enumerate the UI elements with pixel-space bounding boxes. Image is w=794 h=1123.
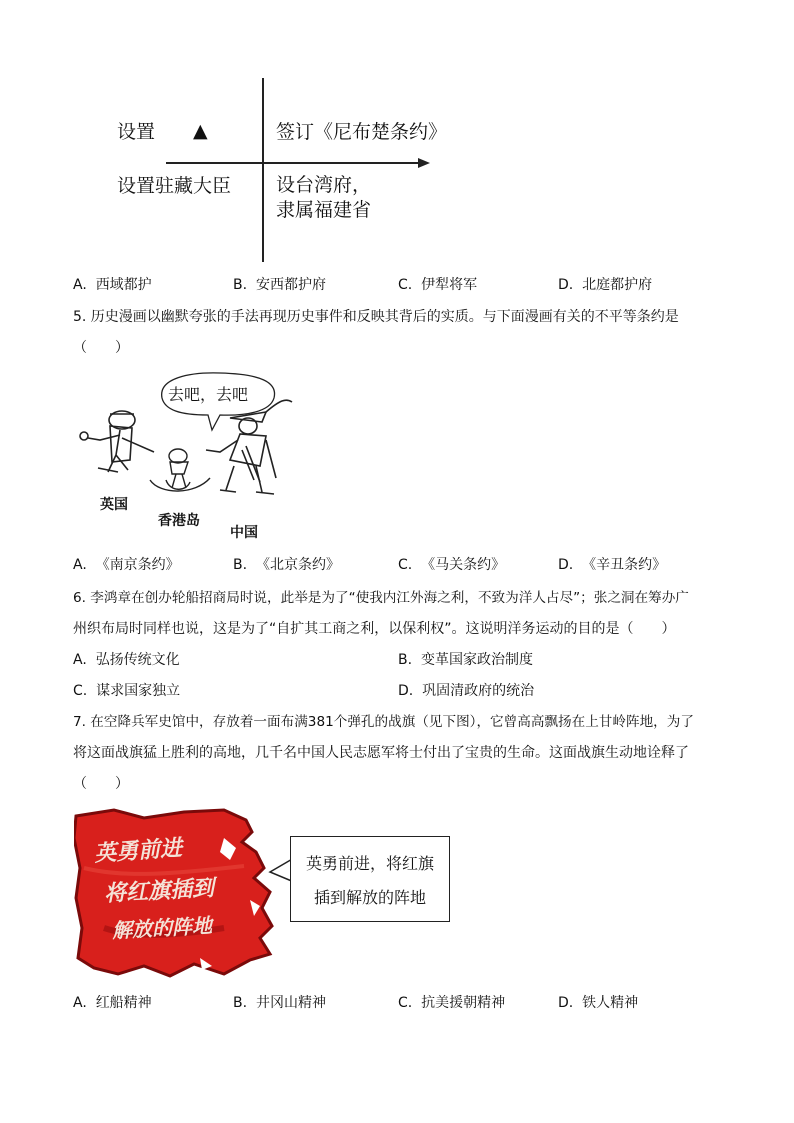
q6-option-b[interactable]: B. 变革国家政治制度 <box>398 652 533 668</box>
timeline-bottom-right-1: 设台湾府， <box>276 174 372 196</box>
flag-text-2: 将红旗插到 <box>103 876 215 907</box>
timeline-bottom-left: 设置驻藏大臣 <box>117 175 232 197</box>
q4-option-c[interactable]: C. 伊犁将军 <box>398 277 478 293</box>
timeline-top-left: 设置 <box>117 121 156 143</box>
q5-stem-line2: （ ） <box>73 340 129 356</box>
q7-option-b[interactable]: B. 井冈山精神 <box>233 995 326 1011</box>
comic-label-china: 中国 <box>230 525 258 541</box>
q5-comic <box>70 370 310 545</box>
q5-option-a[interactable]: A. 《南京条约》 <box>73 557 180 573</box>
timeline-marker-triangle: ▲ <box>193 120 208 142</box>
comic-label-hongkong: 香港岛 <box>158 513 200 529</box>
q5-option-d[interactable]: D. 《辛丑条约》 <box>558 557 667 573</box>
q5-option-c[interactable]: C. 《马关条约》 <box>398 557 506 573</box>
q6-stem-line1: 6. 李鸿章在创办轮船招商局时说，此举是为了“使我内江外海之利，不致为洋人占尽”；张之洞在筹办广 <box>73 590 689 606</box>
q5-stem-line1: 5. 历史漫画以幽默夸张的手法再现历史事件和反映其背后的实质。与下面漫画有关的不平等条约是 <box>73 309 679 325</box>
flag-text-3: 解放的阵地 <box>111 913 213 943</box>
callout-line-2: 插到解放的阵地 <box>313 888 426 907</box>
q4-option-d[interactable]: D. 北庭都护府 <box>558 277 653 293</box>
battle-flag-image <box>74 808 274 978</box>
timeline-bottom-right-2: 隶属福建省 <box>276 199 372 221</box>
q5-option-b[interactable]: B. 《北京条约》 <box>233 557 340 573</box>
timeline-top-right: 签订《尼布楚条约》 <box>276 121 448 143</box>
comic-label-britain: 英国 <box>100 497 128 513</box>
q6-stem-line2: 州织布局时同样也说，这是为了“自扩其工商之利，以保利权”。这说明洋务运动的目的是（ ） <box>73 621 676 637</box>
timeline-diagram <box>100 70 460 270</box>
flag-callout-box <box>290 836 450 922</box>
q4-option-b[interactable]: B. 安西都护府 <box>233 277 326 293</box>
q7-option-d[interactable]: D. 铁人精神 <box>558 995 639 1011</box>
callout-line-1: 英勇前进，将红旗 <box>305 854 434 873</box>
timeline-axes <box>100 70 460 270</box>
flag-text-1: 英勇前进 <box>93 835 183 868</box>
q7-stem-line1: 7. 在空降兵军史馆中，存放着一面布满381个弹孔的战旗（见下图），它曾高高飘扬在上甘岭阵地，为了 <box>73 714 694 730</box>
comic-speech-text: 去吧，去吧 <box>168 385 249 404</box>
q7-stem-line2: 将这面战旗猛上胜利的高地，几千名中国人民志愿军将士付出了宝贵的生命。这面战旗生动地诠释了 <box>73 745 689 761</box>
q7-stem-line3: （ ） <box>73 776 129 792</box>
q6-option-a[interactable]: A. 弘扬传统文化 <box>73 652 180 668</box>
q6-option-c[interactable]: C. 谋求国家独立 <box>73 683 181 699</box>
q4-option-a[interactable]: A. 西域都护 <box>73 277 152 293</box>
q6-option-d[interactable]: D. 巩固清政府的统治 <box>398 683 535 699</box>
q7-option-a[interactable]: A. 红船精神 <box>73 995 152 1011</box>
q7-option-c[interactable]: C. 抗美援朝精神 <box>398 995 506 1011</box>
